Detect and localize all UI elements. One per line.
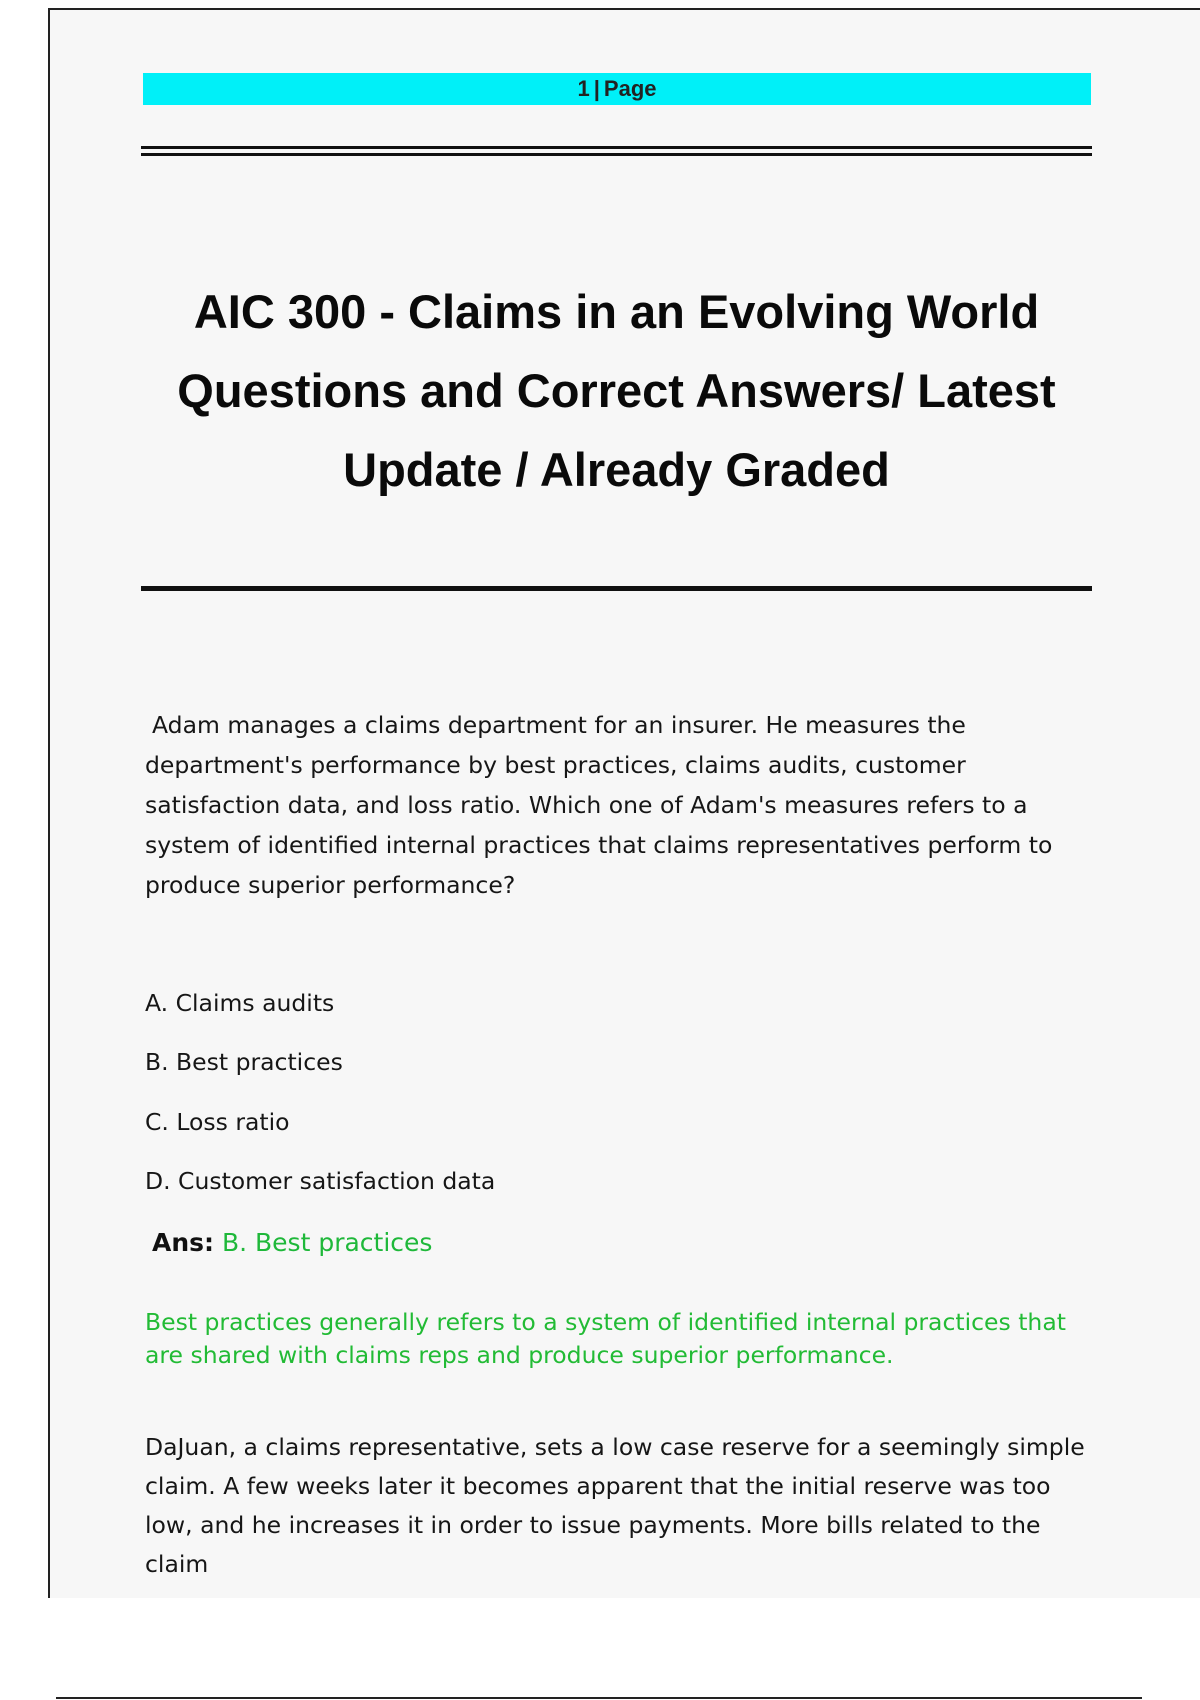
option-c: C. Loss ratio <box>145 1108 290 1136</box>
answer-line <box>152 1226 432 1260</box>
next-page-edge <box>56 1697 1142 1699</box>
document-title: AIC 300 - Claims in an Evolving World Questions and Correct Answers/ Latest Update / Already Graded <box>177 285 1056 496</box>
answer-value: B. Best practices <box>221 1228 433 1257</box>
option-a: A. Claims audits <box>145 989 335 1017</box>
page-gap <box>0 1598 1200 1700</box>
title-underline <box>141 586 1092 591</box>
page-number: 1 <box>577 76 590 101</box>
option-d: D. Customer satisfaction data <box>145 1167 496 1195</box>
answer-label: Ans: <box>152 1228 215 1257</box>
page-separator: | <box>593 76 600 101</box>
answer-explanation: Best practices generally refers to a system of identified internal practices that are shared with claims reps and produce superior performance. <box>145 1308 1066 1369</box>
question-1-text: Adam manages a claims department for an insurer. He measures the department's performance by best practices, claims audits, customer satisfaction data, and loss ratio. Which one of Adam's measures refers to a system of identified internal practices that claims representatives perform to produce superior performance? <box>145 711 1053 899</box>
page-label: Page <box>603 76 657 101</box>
question-2-text: DaJuan, a claims representative, sets a low case reserve for a seemingly simple claim. A few weeks later it becomes apparent that the initial reserve was too low, and he increases it in order to issue payments. More bills related to the claim <box>145 1433 1085 1578</box>
header-double-rule <box>141 146 1092 156</box>
option-b: B. Best practices <box>145 1048 343 1076</box>
page-header-bar <box>143 73 1091 105</box>
